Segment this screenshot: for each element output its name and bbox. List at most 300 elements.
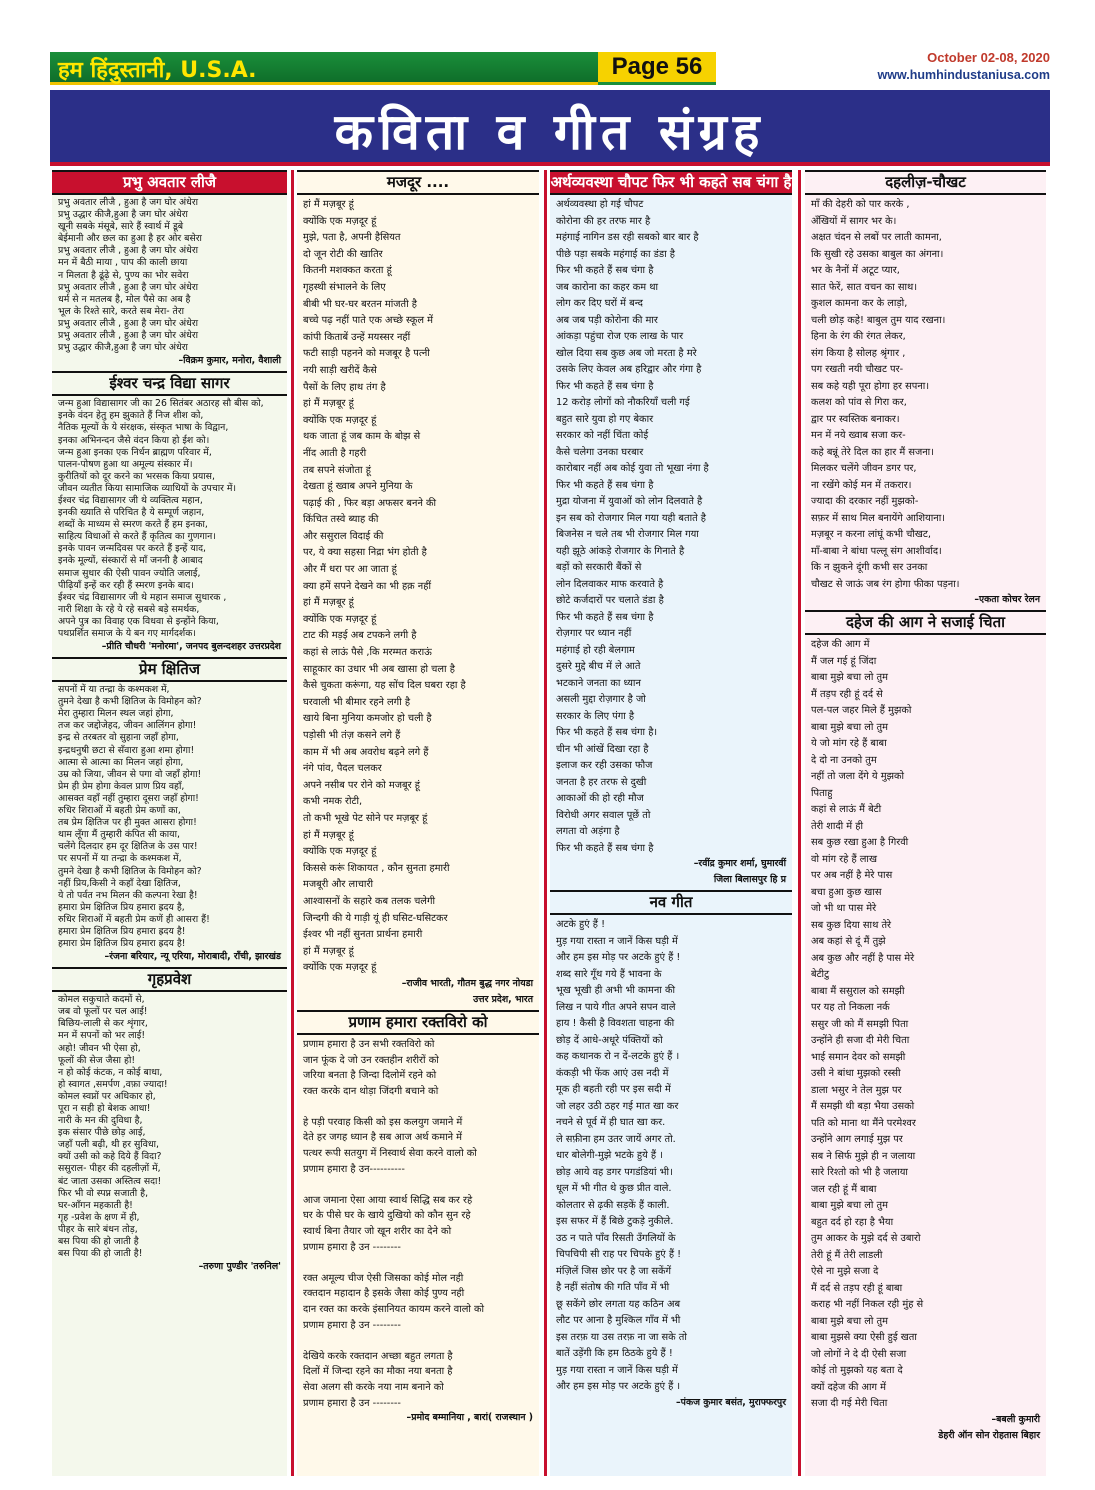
poem-line: सब कुछ रखा हुआ है गिरवी — [811, 837, 909, 848]
poem-line: आश्वासनों के सहारे कब तलक चलेगी — [303, 895, 436, 907]
poem-line: सफ़र में साथ मिल बनायेंगे आशियाना। — [811, 512, 945, 524]
poem-line: कोलतार से ढ़की सड़कें हैं काली. — [556, 1199, 670, 1211]
poem-line: प्रेम ही प्रेम होगा केवल प्राण प्रिय वहाँ, — [58, 780, 185, 792]
poem-line: बंट जाता उसका अस्तित्व सदा! — [58, 1175, 162, 1187]
poem-line: प्रभु अवतार लीजै , हुआ है जग घोर अंधेरा — [58, 245, 199, 257]
poem-line: भर के नैनों में अटूट प्यार, — [811, 265, 900, 276]
poem-author-location: डेहरी ऑन सोन रोहतास बिहार — [938, 1429, 1040, 1441]
poem-line: रोज़गार पर ध्यान नहीं — [556, 628, 632, 639]
poem-line: सारे रिश्तो को भी है जलाया — [811, 1167, 908, 1178]
poem-line: तुमने देखा है कभी क्षितिज के विमोहन को? — [58, 696, 202, 708]
poem-line: कंकड़ी भी फेंक आएं उस नदी में — [556, 1067, 669, 1079]
poem-line: फिर भी कहते हैं सब चंगा है। — [556, 727, 658, 738]
poem-line: बस पिया की हो जाती है! — [58, 1248, 143, 1260]
poem-author-location: उत्तर प्रदेश, भारत — [473, 993, 533, 1005]
poem-line: जो भी था पास मेरे — [811, 903, 877, 914]
poem-line: गृहस्थी संभालने के लिए — [303, 281, 386, 293]
poem-line: उम्र को जिया, जीवन से पगा वो जहाँ होगा! — [58, 768, 202, 780]
poem-line: न हो कोई कंटक, न कोई बाधा, — [58, 1066, 163, 1078]
poem-line: जरिया बनता है जिन्दा दिलोमें रहने को — [303, 1070, 437, 1082]
poem-title: ईश्वर चन्द्र विद्या सागर — [52, 371, 287, 396]
poem-line: नींद आती है गहरी — [303, 447, 367, 459]
poem-line: मजबूरी और लाचारी — [303, 879, 374, 891]
poem-line: बाबा मुझे बचा लो तुम — [811, 721, 888, 733]
poem-line: फटी साड़ी पहनने को मजबूर है पत्नी — [303, 348, 430, 360]
poem-line: प्रभु उद्धार कीजै,हुआ है जग घोर अंधेरा — [58, 209, 188, 221]
poem-line: रक्त अमूल्य चीज ऐसी जिसका कोई मोल नही — [303, 1272, 464, 1284]
poem-line: शब्दों के माध्यम से स्मरण करते हैं हम इनका, — [58, 519, 208, 531]
poem-line: बेटीटु — [811, 969, 830, 980]
poem-line: बातें उड़ेंगी कि हम ठिठके हुये हैं ! — [556, 1348, 673, 1359]
page-header — [50, 52, 1050, 88]
poem-line: ससुर जी को मैं समझी पिता — [811, 1018, 909, 1030]
poem-line: लगता वो अड़ंगा है — [556, 826, 620, 837]
poem-line: क्यों दहेज की आग में — [811, 1381, 887, 1393]
poem-line: चली छोड़ कहे! बाबुल तुम याद रखना। — [811, 314, 946, 326]
poem-line: रुधिर शिराओं में बहती प्रेम कणों का, — [58, 805, 181, 817]
poem-line: महंगाई नागिन डस रही सबको बार बार है — [556, 232, 699, 243]
poem-line — [303, 1099, 533, 1115]
poem-line: पालन-पोषण हुआ था अमूल्य संस्कार में। — [58, 458, 193, 470]
poem-line: इनका अभिनन्दन जैसे वंदन किया हो ईश को। — [58, 434, 210, 446]
poem-line: कलश को पांव से गिरा कर, — [811, 397, 907, 408]
poem-line: आसक्त वहाँ नहीं तुम्हारा दूसरा जहाँ होगा! — [58, 792, 199, 804]
poem-line: नारी के मन की दुविधा है, — [58, 1115, 143, 1127]
poem-line: तब प्रेम क्षितिज पर ही मुक्त आसरा होगा! — [58, 817, 197, 829]
poem-title: दहेज की आग ने सजाई चिता — [805, 610, 1046, 635]
poem-line: मुझे, पता है, अपनी हैसियत — [303, 232, 401, 244]
poem-line: पर सपनों में या तन्द्रा के कश्मकश में, — [58, 853, 182, 865]
poem-line: दिलों में जिन्दा रहने का मौका नया बनता है — [303, 1366, 453, 1378]
poem-line: मिलकर चलेंगे जीवन डगर पर, — [811, 463, 917, 474]
poem-line: समाज सुधार की ऐसी पावन ज्योति जलाई, — [58, 567, 201, 579]
poem-title: गृहप्रवेश — [52, 967, 287, 992]
poem-line: ऐसे ना मुझे सजा दे — [811, 1266, 879, 1277]
poem-line: देते हर जगह ध्यान है सब आज अर्थ कमाने में — [303, 1132, 463, 1144]
poem-line: सब कुछ दिया साथ तेरे — [811, 919, 892, 931]
poem-line: शब्द सारे गूँथ गये हैं भावना के — [556, 968, 662, 980]
poem-line: जल रही हूं मैं बाबा — [811, 1183, 877, 1195]
poem-line: प्रणाम हमारा है उन -------- — [303, 1319, 401, 1331]
poem-line: अब जब पड़ी कोरोना की मार — [556, 314, 658, 326]
poem-line: कैसे चुकता करूंगा, यह सोंच दिल घबरा रहा है — [303, 680, 466, 692]
poem-line: कांपी किताबें उन्हें मयस्सर नहीं — [303, 331, 411, 343]
brand-strip — [50, 52, 598, 85]
poem-line: हमारा प्रेम क्षितिज प्रिय हमारा ह्रदय है! — [58, 925, 186, 937]
poem-line: यही झूठे आंकड़े रोजगार के गिनाते है — [556, 545, 685, 557]
poem-line: पड़ोसी भी तंज़ कसने लगे हैं — [303, 730, 401, 741]
poem-line: इन्द्रधनुषी छटा से सँवारा हुआ शमा होगा! — [58, 744, 195, 756]
poem-line: ससुराल- पीहर की दहलीज़ों में, — [58, 1163, 161, 1175]
poem-line: धर्म से न मतलब है, मोल पैसे का अब है — [58, 293, 191, 305]
poem-line: भूख भूखी ही अभी भी कामना की — [556, 985, 676, 996]
poem-line: पिताहु — [811, 787, 833, 799]
poem-line: फिर भी वो स्पप्न सजाती है, — [58, 1187, 149, 1199]
poem-line: प्रभु उद्धार कीजै,हुआ है जग घोर अंधेरा — [58, 342, 188, 354]
poem-line: वो मांग रहे हैं लाख — [811, 853, 877, 865]
poem-line: नचने से पूर्व में ही घात खा कर. — [556, 1117, 666, 1128]
poem-line: दे दो ना उनको तुम — [811, 754, 877, 766]
poem-line: लोग कर दिए घरों में बन्द — [556, 298, 643, 309]
poem-line: भूल के रिश्ते सारे, करते सब मेरा- तेरा — [58, 305, 185, 317]
poem-line: छोटे कर्जदारों पर चलाते डंडा है — [556, 595, 664, 606]
brand-title: हम हिंदुस्तानी, U.S.A. — [58, 58, 257, 83]
poem-line: उठ न पाते पाँव रिसती उँगलियों के — [556, 1232, 676, 1244]
poem-line — [303, 1177, 533, 1193]
poem-line — [303, 1255, 533, 1271]
poem-line: क्योंकि एक मज़दूर हूं — [303, 414, 377, 426]
poem-line: गृह -प्रवेश के क्षण में ही, — [58, 1211, 140, 1223]
poem-line: मैं जल गई हूं जिंदा — [811, 655, 877, 667]
poem-line: जिन्दगी की ये गाड़ी यूं ही घसिट-घसिटकर — [303, 912, 448, 924]
poem-line: पल-पल जहर मिले हैं मुझको — [811, 705, 912, 716]
poem-line: ले सफ़ीना हम उतर जायें अगर तो. — [556, 1133, 676, 1145]
poem-line: नारी शिक्षा के रहे ये रहे सबसे बड़े समर्थक, — [58, 603, 200, 615]
poem-author: –प्रीति चौधरी 'मनोरमा', जनपद बुलन्दशहर उत्तरप्रदेश — [101, 641, 281, 653]
poem-line: तज कर जद्दोजेहद, जीवन आलिंगन होगा! — [58, 720, 197, 732]
poem-line: प्रभु अवतार लीजै , हुआ है जग घोर अंधेरा — [58, 330, 199, 342]
poem-line: किंचित तस्वे ब्याह की — [303, 514, 379, 526]
poem-line: रक्त करके दान थोड़ा जिंदगी बचाने को — [303, 1085, 439, 1097]
poem-line: तो कभी भूखे पेट सोने पर मज़बूर हूं — [303, 812, 428, 824]
poem-line: भाई समान देवर को समझी — [811, 1051, 906, 1063]
poem-line: ईश्वर भी नहीं सुनता प्रार्थना हमारी — [303, 929, 423, 941]
poem-line: मैं तड़प रही हूं दर्द से — [811, 688, 883, 700]
poem-line: धार बोलेगी-मुझे भटके हुये हैं । — [556, 1150, 663, 1161]
poem-line: छू सकेंगे छोर लगता यह कठिन अब — [556, 1298, 681, 1310]
poem-line: अब कुछ और नहीं है पास मेरे — [811, 952, 915, 964]
poem-line: पर यह तो निकला नर्क — [811, 1002, 890, 1013]
poem-line: प्रभु अवतार लीजै , हुआ है जग घोर अंधेरा — [58, 197, 199, 208]
poem-line: माँ-बाबा ने बांधा पल्लू संग आशीर्वाद। — [811, 545, 942, 557]
poem-line: नंगे पांव, पैदल चलकर — [303, 763, 382, 775]
poem-line: बस पिया की हो जाती है — [58, 1236, 139, 1248]
poem-line: फिर भी कहते हैं सब चंगा है — [556, 842, 654, 854]
poem-line: साहित्य विधाओं से करते हैं कृतित्व का गुणगान। — [58, 531, 216, 543]
poem-line: प्रभु अवतार लीजै , हुआ है जग घोर अंधेरा — [58, 317, 199, 329]
poem-line: तुम आकर के मुझे दर्द से उबारो — [811, 1233, 921, 1244]
column-3 — [550, 170, 792, 1476]
poem-line: हो स्वागत ,समर्पण ,वफ़ा ज्यादा! — [58, 1078, 168, 1090]
poem-line: अपने पुत्र का विवाह एक विधवा से इन्होंने किया, — [58, 615, 219, 627]
poem-line: ये जो मांग रहे हैं बाबा — [811, 738, 887, 749]
poem-line: तेरी शादी में ही — [811, 820, 864, 832]
poem-title: प्रभु अवतार लीजै — [52, 170, 287, 195]
poem-line: कि न झुकने दूंगी कभी सर उनका — [811, 562, 928, 573]
poem-line: घरवाली भी बीमार रहने लगी है — [303, 696, 411, 708]
poem-title: प्रणाम हमारा रक्तविरो को — [297, 1010, 539, 1035]
poem-line: आकाओं की हो रही मौज — [556, 793, 644, 804]
poem-line: ये तो पर्वत नभ मिलन की कल्पना रेखा है! — [58, 889, 198, 901]
poem-line: हां मैं मज़बूर हूं — [303, 597, 354, 609]
poem-line: सरकार को नहीं चिंता कोई — [556, 430, 649, 441]
poem-line: कभी नमक रोटी, — [303, 796, 363, 808]
poem-body — [297, 1035, 539, 1411]
poem-line: चिपचिपी सी राह पर चिपके हुएं हैं ! — [556, 1249, 682, 1260]
poem-line: पत्थर रूपी सतयुग में निस्वार्थ सेवा करने वालो को — [303, 1148, 477, 1160]
poem-line: इनके पावन जन्मदिवस पर करते हैं इन्हें याद, — [58, 543, 207, 555]
poem-line: जब कारोना का कहर कम था — [556, 281, 658, 293]
poem-line: क्या हमें सपने देखने का भी हक़ नहीं — [303, 580, 431, 592]
poem-line: मेरा तुम्हारा मिलन स्थल जहां होगा, — [58, 708, 174, 720]
poem-line: देखिये करके रक्तदान अच्छा बहुत लगता है — [303, 1350, 453, 1362]
poem-line: कैसे चलेगा उनका घरबार — [556, 446, 644, 458]
poem-line: संग किया है सोलह श्रृंगार , — [811, 347, 906, 359]
poem-author: –राजीव भारती, गौतम बुद्ध नगर नोयडा — [401, 977, 533, 989]
poem-line: लोन दिलवाकर माफ करवाते है — [556, 578, 664, 590]
poem-line: मूक ही बहती रही पर इस सदी में — [556, 1084, 671, 1095]
poem-line: अहो! जीवन भी ऐसा हो, — [58, 1042, 141, 1054]
poem-line: प्रणाम हमारा है उन सभी रक्तविरो को — [303, 1038, 435, 1050]
poem-line: अब कहां से दूं मैं तुझे — [811, 936, 886, 947]
poem-line: बाबा मुझे बचा लो तुम — [811, 672, 888, 683]
poem-line: धूल में भी गीत थे कुछ प्रीत वाले. — [556, 1183, 672, 1194]
poem-line: क्योंकि एक मज़दूर हूं — [303, 613, 377, 625]
poem-line: लिख न पाये गीत अपने सपन वाले — [556, 1001, 676, 1013]
poem-line — [303, 1333, 533, 1349]
poem-line: उन्होंने ही सजा दी मेरी चिता — [811, 1035, 910, 1046]
poem-line: मुद्रा योजना में युवाओं को लोन दिलवाते है — [556, 496, 703, 507]
column-divider — [798, 170, 801, 1476]
poem-line: और ससुराल विदाई की — [303, 530, 384, 542]
poem-line: पर, ये क्या सहसा निद्रा भंग होती है — [303, 547, 427, 559]
poem-line: बेईमानी और छल का हुआ है हर ओर बसेरा — [58, 233, 202, 245]
poem-line: सरकार के लिए पंगा है — [556, 710, 635, 722]
poem-line: तुमने देखा है कभी क्षितिज के विमोहन को? — [58, 865, 202, 877]
poem-line: मन में सपनों को भर लाई! — [58, 1030, 146, 1042]
poem-line: जनता है हर तरफ से दुखी — [556, 776, 647, 788]
poem-body — [297, 195, 539, 977]
poem-line: हे पड़ी परवाह किसी को इस कलयुग जमाने में — [303, 1116, 463, 1128]
poem-line: कहां से लाऊं पैसे ,कि मरम्मत कराऊं — [303, 647, 432, 659]
poem-line: आत्मा से आत्मा का मिलन जहां होगा, — [58, 756, 184, 768]
poem-line: फिर भी कहते हैं सब चंगा है — [556, 380, 654, 392]
poem-body — [550, 195, 792, 857]
poem-line: आज जमाना ऐसा आया स्वार्थ सिद्धि सब कर रहे — [303, 1194, 473, 1206]
poem-line: इस सफर में हैं बिछे टुकड़े नुकीले. — [556, 1216, 674, 1227]
poem-line: मंज़िलें जिस छोर पर है जा सकेंगें — [556, 1265, 672, 1277]
poem-line: उन्होंने आग लगाई मुझ पर — [811, 1134, 903, 1145]
poem-line: ईश्वर चंद्र विद्यासागर जी थे महान समाज सुधारक , — [58, 591, 227, 603]
column-4 — [805, 170, 1046, 1476]
poem-line: और हम इस मोड़ पर अटके हुएं हैं । — [556, 1381, 681, 1392]
poem-line: छोड़ दें आधे-अधूरे पंक्तियों को — [556, 1034, 663, 1046]
poem-line: प्रणाम हमारा है उन -------- — [303, 1397, 401, 1409]
poem-body — [52, 195, 287, 354]
poem-line: मन में नये ख्वाब सजा कर- — [811, 430, 906, 441]
poem-line: छोड़ आये वह डगर पगडंडियां भी। — [556, 1166, 673, 1178]
issue-date: October 02-08, 2020 — [927, 50, 1050, 65]
poem-author: –एकता कोचर रेलन — [974, 594, 1040, 605]
poem-line: क्योंकि एक मज़दूर हूं — [303, 846, 377, 858]
poem-author: –रंजना बरियार, न्यू एरिया, मोराबादी, राँची, झारखंड — [104, 951, 281, 963]
banner-title: कविता व गीत संग्रह — [334, 103, 766, 161]
poem-body — [550, 915, 792, 1396]
poem-line: नैतिक मूल्यों के ये संरक्षक, संस्कृत भाषा के विद्वान, — [58, 422, 229, 434]
poem-line: अर्थव्यवस्था हो गई चौपट — [556, 199, 644, 210]
poem-line: कह कथानक रो न दें-लटके हुएं हैं । — [556, 1051, 680, 1062]
poem-line: पथप्रर्शित समाज के ये बन गए मार्गदर्शक। — [58, 628, 196, 639]
poem-line: कि सुखी रहे उसका बाबुल का अंगना। — [811, 248, 944, 260]
poem-line: बहुत सारे युवा हो गए बेकार — [556, 413, 654, 425]
poem-line: विरोधी अगर सवाल पूछें तो — [556, 809, 651, 821]
poem-line: बिजनेस न चले तब भी रोजगार मिल गया — [556, 529, 699, 540]
poem-line: और मैं धरा पर आ जाता हूं — [303, 564, 397, 576]
poem-line: बड़ों को सरकारी बैंकों से — [556, 562, 642, 573]
poem-line: क्योंकि एक मज़दूर हूं — [303, 962, 377, 974]
poem-author: –विक्रम कुमार, मनोरा, वैशाली — [178, 355, 281, 367]
poem-body — [52, 992, 287, 1260]
poem-line: सात फेरें, सात वचन का साथ। — [811, 281, 918, 293]
poem-line: जीवन व्यतीत किया सामाजिक व्याधियों के उपचार में। — [58, 482, 236, 494]
poem-line: हाय ! कैसी है विवशता चाहना की — [556, 1018, 675, 1029]
poem-line: कारोबार नहीं अब कोई युवा तो भूखा नंगा है — [556, 463, 709, 474]
poem-line: महंगाई हो रही बेलगाम — [556, 644, 635, 656]
column-divider — [544, 170, 547, 1476]
poem-line: अँखियों में सागर भर के। — [811, 215, 897, 227]
poem-line: कोमल सकुचाते कदमों से, — [58, 994, 145, 1006]
poem-line: न मिलता है ढूंढ़े से, पुण्य का भोर सवेरा — [58, 269, 189, 281]
poem-line: उसी ने बांधा मुझको रस्सी — [811, 1068, 901, 1079]
poem-line: कहे बन्नूं तेरे दिल का हार मैं सजना। — [811, 446, 934, 458]
poem-line: बाबा मैं ससुराल को समझी — [811, 985, 905, 997]
poem-line: मुड़ गया रास्ता न जानें किस घड़ी में — [556, 1364, 678, 1376]
poem-line: पैसों के लिए हाथ तंग है — [303, 381, 386, 393]
poem-line: साहूकार का उधार भी अब खासा हो चला है — [303, 663, 455, 675]
poem-line: चौखट से जाऊं जब रंग होगा फीका पड़ना। — [811, 578, 960, 590]
poem-author: –बबली कुमारी — [991, 1413, 1040, 1425]
poem-line: मुड़ गया रास्ता न जानें किस घड़ी में — [556, 935, 678, 947]
poem-body — [805, 195, 1046, 593]
poem-line: इस तरफ़ या उस तरफ़ ना जा सके तो — [556, 1331, 687, 1343]
poem-line: प्रणाम हमारा है उन---------- — [303, 1163, 405, 1175]
column-2 — [297, 170, 539, 1476]
poem-line: सब ने सिर्फ मुझे ही न जलाया — [811, 1150, 916, 1162]
poem-line: फिर भी कहते हैं सब चंगा है — [556, 479, 654, 491]
poem-title: प्रेम क्षितिज — [52, 657, 287, 682]
poem-line: उसके लिए केवल अब हरिद्वार और गंगा है — [556, 364, 702, 375]
poem-body — [52, 396, 287, 640]
poem-line: कोमल स्वप्नों पर अधिकार हो, — [58, 1090, 156, 1102]
poem-line: खोल दिया सब कुछ अब जो मरता है मरे — [556, 347, 697, 359]
poem-line: जन्म हुआ विद्यासागर जी का 26 सितंबर अठारह सौ बीस को, — [58, 398, 264, 410]
poem-line: आंकड़ा पहुंचा रोज एक लाख के पार — [556, 331, 684, 342]
poem-line: ईश्वर चंद्र विद्यासागर जी थे व्यक्तित्व महान, — [58, 494, 203, 506]
poem-title: मजदूर .... — [297, 170, 539, 195]
poem-line: नहीं प्रिय,किसी ने कहाँ देखा क्षितिज, — [58, 877, 181, 889]
poem-line: तेरी हूं मैं तेरी लाडली — [811, 1249, 883, 1261]
poem-line: इन्द्र से तरबतर वो सुहाना जहाँ होगा, — [58, 732, 179, 744]
poem-line: मन में बैठी माया , पाप की काली छाया — [58, 257, 188, 269]
poem-line: बचा हुआ कुछ खास — [811, 886, 882, 898]
poem-line: पूरा न सही हो बेशक आधा! — [58, 1103, 151, 1114]
poem-line: 12 करोड़ लोगों को नौकरियाँ चली गई — [556, 397, 690, 408]
poem-line: किससे करूं शिकायत , कौन सुनता हमारी — [303, 862, 450, 874]
poem-line: कुशल कामना कर के लाड़ो, — [811, 298, 908, 309]
poem-line: थक जाता हूं जब काम के बोझ से — [303, 431, 421, 443]
poem-line: बीबी भी घर-घर बरतन मांजती है — [303, 298, 417, 310]
page-number: Page 56 — [598, 52, 716, 85]
poem-line: जहाँ पली बढ़ी, थी हर सुविधा, — [58, 1139, 159, 1151]
poem-line: इक संसार पीछे छोड़ आई, — [58, 1127, 146, 1139]
poem-author: –तरुणा पुण्डीर 'तरुनिल' — [198, 1261, 281, 1273]
poem-title: अर्थव्यवस्था चौपट फिर भी कहते सब चंगा है — [550, 170, 792, 195]
poem-line: घर-आँगन महकाती है! — [58, 1199, 133, 1211]
poem-line: बहुत दर्द हो रहा है भैया — [811, 1216, 894, 1228]
poem-line: द्वार पर स्वस्तिक बनाकर। — [811, 413, 900, 425]
poem-line: कहां से लाऊं मैं बेटी — [811, 804, 882, 815]
poem-line: दान रक्त का करके इंसानियत कायम करने वालो को — [303, 1304, 485, 1315]
poem-body — [805, 635, 1046, 1413]
poem-line: बिछिय-लाली से कर शृंगार, — [58, 1018, 148, 1030]
poem-line: हिना के रंग की रंगत लेकर, — [811, 331, 906, 342]
poem-line: प्रणाम हमारा है उन -------- — [303, 1241, 401, 1253]
poem-line: सपनों में या तन्द्रा के कश्मकश में, — [58, 684, 170, 696]
poem-line: बाबा मुझे बचा लो तुम — [811, 1315, 888, 1327]
poem-line: असली मुद्दा रोज़गार है जो — [556, 694, 646, 705]
poem-line: अपने नसीब पर रोने को मजबूर हूं — [303, 779, 420, 791]
poem-line: पर अब नहीं है मेरे पास — [811, 870, 893, 881]
poem-line: हां मैं मज़बूर हूं — [303, 829, 354, 841]
poem-line: बाबा मुझे बचा लो तुम — [811, 1200, 888, 1211]
poem-line: क्यों उसी को कहे दिये हैं विदा? — [58, 1151, 162, 1163]
poem-line: जन्म हुआ इनका एक निर्धन ब्राह्मण परिवार में, — [58, 446, 212, 458]
poem-line: कोरोना की हर तरफ मार है — [556, 215, 651, 227]
poem-line: फिर भी कहते हैं सब चंगा है — [556, 611, 654, 623]
poem-line: क्योंकि एक मज़दूर हूं — [303, 215, 377, 227]
poem-line: पग रखती नयी चौखट पर- — [811, 364, 904, 375]
poem-line: घर के पीसे घर के खाये दुखियो को कौन सुन रहे — [303, 1210, 471, 1222]
poem-line: जान फूंक दे जो उन रक्तहीन शरीरों को — [303, 1054, 439, 1066]
poem-line: कुरीतियों को दूर करने का भरसक किया प्रयास, — [58, 470, 215, 482]
poem-line: है नहीं संतोष की गति पाँव में भी — [556, 1282, 670, 1293]
poem-line: पढ़ाई की , फिर बड़ा अफसर बनने की — [303, 497, 437, 509]
poem-line: पीछे पड़ा सबके महंगाई का डंडा है — [556, 248, 675, 260]
poem-line: इनके मूल्यों, संस्कारों से माँ जननी है आबाद — [58, 555, 203, 567]
poem-line: भटकाने जनता का ध्यान — [556, 677, 641, 689]
poem-line: बच्चे पढ़ नहीं पाते एक अच्छे स्कूल में — [303, 315, 433, 327]
poem-line: खूनी सबके मंसूबे, सारे हैं स्वार्थ में डूबे — [58, 221, 184, 233]
poem-line: दुसरे मुद्दे बीच में ले आते — [556, 661, 641, 672]
poem-author-location: जिला बिलासपुर हि प्र — [713, 874, 786, 885]
poem-line: चलेंगे दिलदार हम दूर क्षितिज के उस पार! — [58, 841, 198, 853]
poem-line: फिर भी कहते हैं सब चंगा है — [556, 265, 654, 276]
poem-line: थाम लूँगा मैं तुम्हारी कंपित सी काया, — [58, 829, 180, 841]
poem-line: तब सपने संजोता हूं — [303, 464, 371, 476]
poem-line: कराह भी नहीं निकल रही मुंह से — [811, 1299, 924, 1310]
poem-line: इनके वंदन हेतु हम झुकाते हैं निज शीश को, — [58, 410, 204, 422]
poem-line: रुधिर शिराओं में बहती प्रेम कणें ही आसरा हैं! — [58, 913, 210, 925]
poem-line: हमारा प्रेम क्षितिज प्रिय हमारा ह्रदय है! — [58, 938, 186, 950]
column-1 — [52, 170, 287, 1476]
poem-title: नव गीत — [550, 890, 792, 915]
poem-line: टाट की मड़ई अब टपकने लगी है — [303, 630, 417, 642]
poem-line: नयी साड़ी खरीदें कैसे — [303, 364, 377, 376]
poem-line: काम में भी अब अवरोध बढ़ने लगे हैं — [303, 746, 429, 758]
poem-line: इलाज कर रही उसका फौज — [556, 760, 653, 771]
poem-line: फूलों की सेज जैसा हो! — [58, 1054, 136, 1066]
poem-line: लौट पर आना है मुश्किल गाँव में भी — [556, 1315, 681, 1326]
website-link[interactable]: www.humhindustaniusa.com — [877, 68, 1050, 82]
poem-line: हां मैं मज़बूर हूं — [303, 398, 354, 410]
poem-title: दहलीज़-चौखट — [805, 170, 1046, 195]
poem-line: ज्यादा की दरकार नहीं मुझको- — [811, 496, 919, 507]
poem-line: इनकी ख्याति से परिचित है ये सम्पूर्ण जहान, — [58, 507, 205, 519]
poem-line: मैं दर्द से तड़प रही हूं बाबा — [811, 1282, 903, 1294]
poem-line: सजा दी गई मेरी चिता — [811, 1398, 888, 1409]
poem-line: इन सब को रोजगार मिल गया यही बताते है — [556, 512, 707, 524]
poem-line: दहेज की आग में — [811, 639, 870, 650]
